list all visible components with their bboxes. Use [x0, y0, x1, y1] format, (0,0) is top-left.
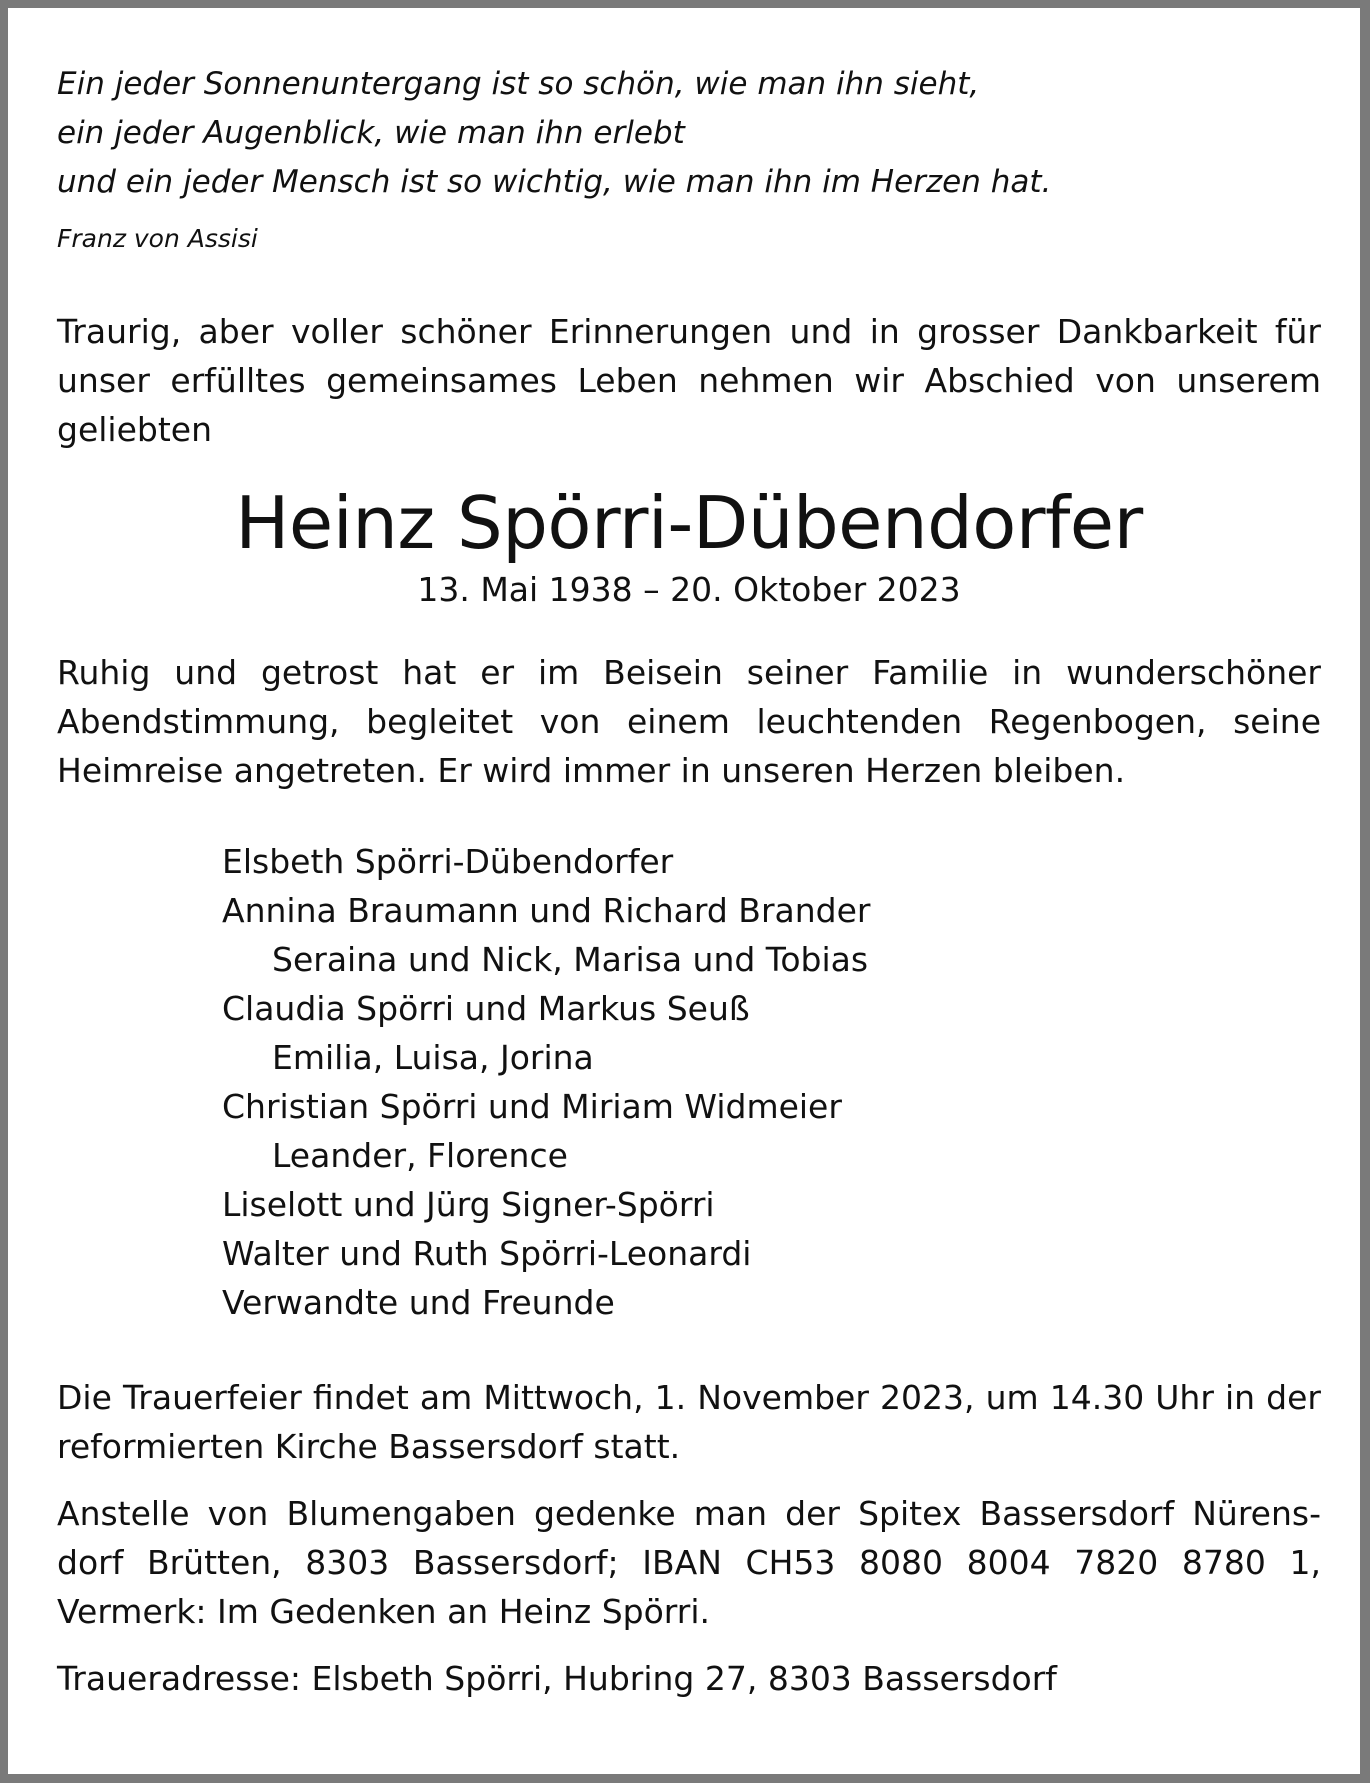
mourner-line: Seraina und Nick, Marisa und Tobias [272, 940, 869, 979]
intro-text: Traurig, aber voller schöner Erinnerungen und in grosser Dankbarkeit für unser erfülltes gemeinsames Leben nehmen wir Abschied von unserem geliebten [57, 312, 1321, 449]
quote-block [57, 60, 1321, 257]
mourner-line: Verwandte und Freunde [222, 1283, 615, 1322]
mourner-line: Annina Braumann und Richard Brander [222, 891, 871, 930]
quote-line: und ein jeder Mensch ist so wichtig, wie man ihn im Herzen hat. [57, 164, 1052, 200]
mourner-line: Walter und Ruth Spörri-Leonardi [222, 1234, 752, 1273]
obituary-notice [8, 8, 1360, 1774]
quote-line: Ein jeder Sonnenuntergang ist so schön, wie man ihn sieht, [57, 66, 980, 102]
mourning-address: Traueradresse: Elsbeth Spörri, Hubring 27, 8303 Bassersdorf [57, 1659, 1057, 1698]
life-dates: 13. Mai 1938 – 20. Oktober 2023 [417, 570, 961, 609]
quote-line: ein jeder Augenblick, wie man ihn erlebt [57, 115, 685, 151]
story-text: Ruhig und getrost hat er im Beisein seiner Familie in wunderschöner Abendstimmung, begleitet von einem leuchtenden Regenbogen, seine Heimreise angetreten. Er wird immer in unseren Herzen bleiben. [57, 653, 1321, 790]
donation-text: Anstelle von Blumengaben gedenke man der Spitex Bassersdorf Nürens-dorf Brütten, 8303 Bassersdorf; IBAN CH53 8080 8004 7820 8780 1, Vermerk: Im Gedenken an Heinz Spörri. [57, 1494, 1321, 1631]
mourners-list [222, 837, 1321, 1327]
quote-author: Franz von Assisi [57, 224, 258, 253]
mourner-line: Elsbeth Spörri-Dübendorfer [222, 842, 674, 881]
mourner-line: Liselott und Jürg Signer-Spörri [222, 1185, 715, 1224]
mourner-line: Emilia, Luisa, Jorina [272, 1038, 594, 1077]
deceased-name: Heinz Spörri-Dübendorfer [235, 481, 1143, 565]
mourner-line: Claudia Spörri und Markus Seuß [222, 989, 750, 1028]
ceremony-text: Die Trauerfeier findet am Mittwoch, 1. November 2023, um 14.30 Uhr in der reformierten Kirche Bassersdorf statt. [57, 1378, 1321, 1466]
mourner-line: Leander, Florence [272, 1136, 568, 1175]
notice-content [57, 60, 1321, 1703]
mourner-line: Christian Spörri und Miriam Widmeier [222, 1087, 842, 1126]
